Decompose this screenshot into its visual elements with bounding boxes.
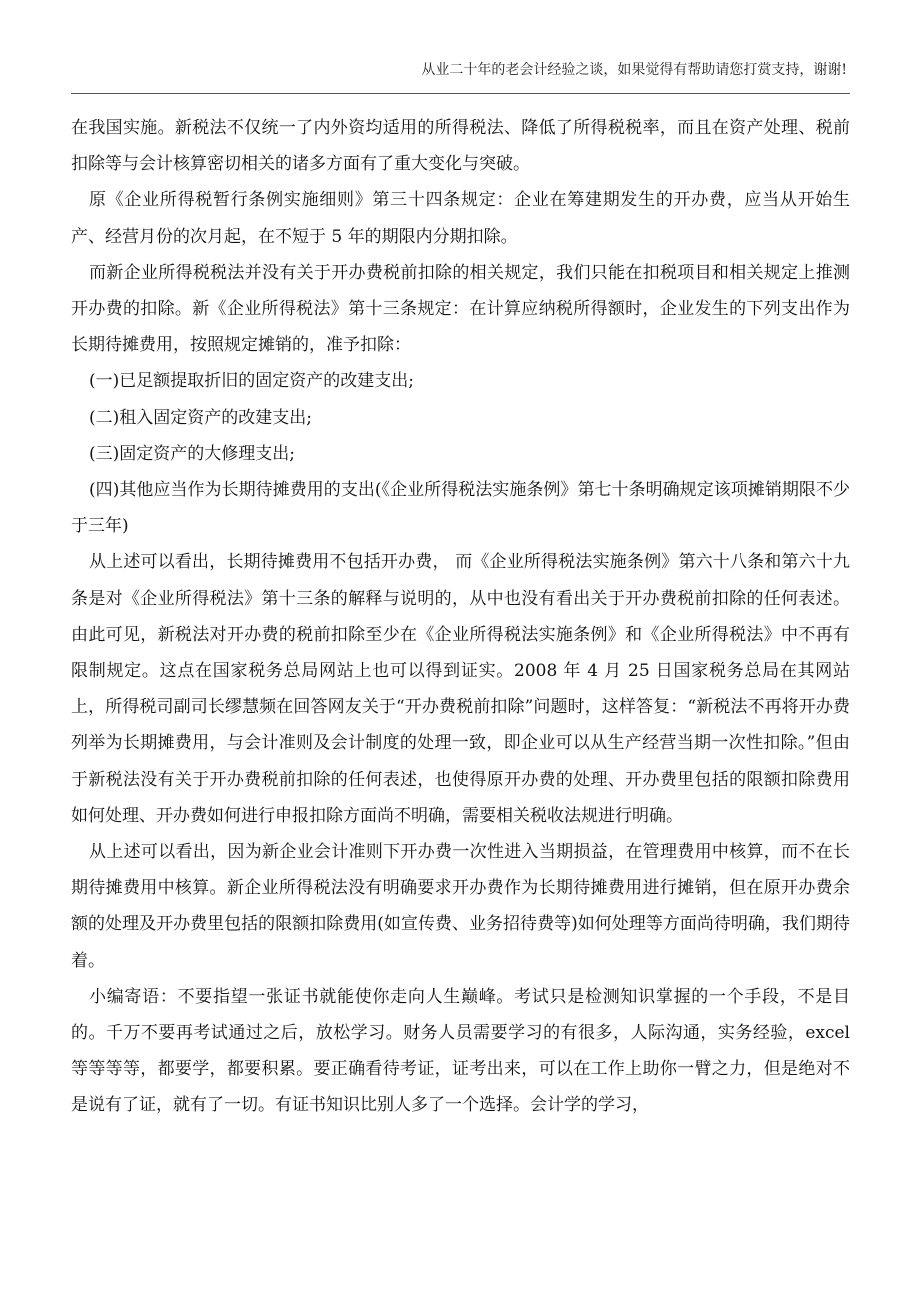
paragraph-new-law: 而新企业所得税税法并没有关于开办费税前扣除的相关规定，我们只能在扣税项目和相关规定上推测开办费的扣除。新《企业所得税法》第十三条规定：在计算应纳税所得额时，企业发生的下列支出作为长期待摊费用，按照规定摊销的，准予扣除： [71, 262, 850, 356]
paragraph-intro-continuation: 在我国实施。新税法不仅统一了内外资均适用的所得税法、降低了所得税税率，而且在资产处理、税前扣除等与会计核算密切相关的诸多方面有了重大变化与突破。 [71, 118, 850, 175]
paragraph-old-regulation: 原《企业所得税暂行条例实施细则》第三十四条规定：企业在筹建期发生的开办费，应当从开始生产、经营月份的次月起，在不短于 5 年的期限内分期扣除。 [71, 190, 850, 247]
document-body [71, 110, 850, 1124]
list-item-1: (一)已足额提取折旧的固定资产的改建支出; [89, 371, 414, 392]
paragraph-analysis: 从上述可以看出，长期待摊费用不包括开办费， 而《企业所得税法实施条例》第六十八条和第六十九条是对《企业所得税法》第十三条的解释与说明的，从中也没有看出关于开办费税前扣除的任何表述。由此可见，新税法对开办费的税前扣除至少在《企业所得税法实施条例》和《企业所得税法》中不再有限制规定。这点在国家税务总局网站上也可以得到证实。2008 年 4 月 25 日国家税务总局在其网站上，所得税司副司长缪慧频在回答网友关于“开办费税前扣除”问题时，这样答复：“新税法不再将开办费列举为长期摊费用，与会计准则及会计制度的处理一致，即企业可以从生产经营当期一次性扣除。”但由于新税法没有关于开办费税前扣除的任何表述，也使得原开办费的处理、开办费里包括的限额扣除费用如何处理、开办费如何进行申报扣除方面尚不明确，需要相关税收法规进行明确。 [71, 552, 850, 826]
header-note: 从业二十年的老会计经验之谈，如果觉得有帮助请您打赏支持，谢谢! [421, 62, 847, 78]
paragraph-conclusion: 从上述可以看出，因为新企业会计准则下开办费一次性进入当期损益，在管理费用中核算，而不在长期待摊费用中核算。新企业所得税法没有明确要求开办费作为长期待摊费用进行摊销，但在原开办费余额的处理及开办费里包括的限额扣除费用(如宣传费、业务招待费等)如何处理等方面尚待明确，我们期待着。 [71, 842, 850, 971]
list-item-4: (四)其他应当作为长期待摊费用的支出(《企业所得税法实施条例》第七十条明确规定该项摊销期限不少于三年) [71, 480, 850, 537]
header-divider [71, 93, 850, 94]
paragraph-editor-note: 小编寄语：不要指望一张证书就能使你走向人生巅峰。考试只是检测知识掌握的一个手段，不是目的。千万不要再考试通过之后，放松学习。财务人员需要学习的有很多，人际沟通，实务经验，excel 等等等等，都要学，都要积累。要正确看待考证，证考出来，可以在工作上助你一臂之力，但是绝对不是说有了证，就有了一切。有证书知识比别人多了一个选择。会计学的学习， [71, 986, 850, 1116]
list-item-2: (二)租入固定资产的改建支出; [89, 407, 312, 428]
list-item-3: (三)固定资产的大修理支出; [89, 443, 295, 464]
